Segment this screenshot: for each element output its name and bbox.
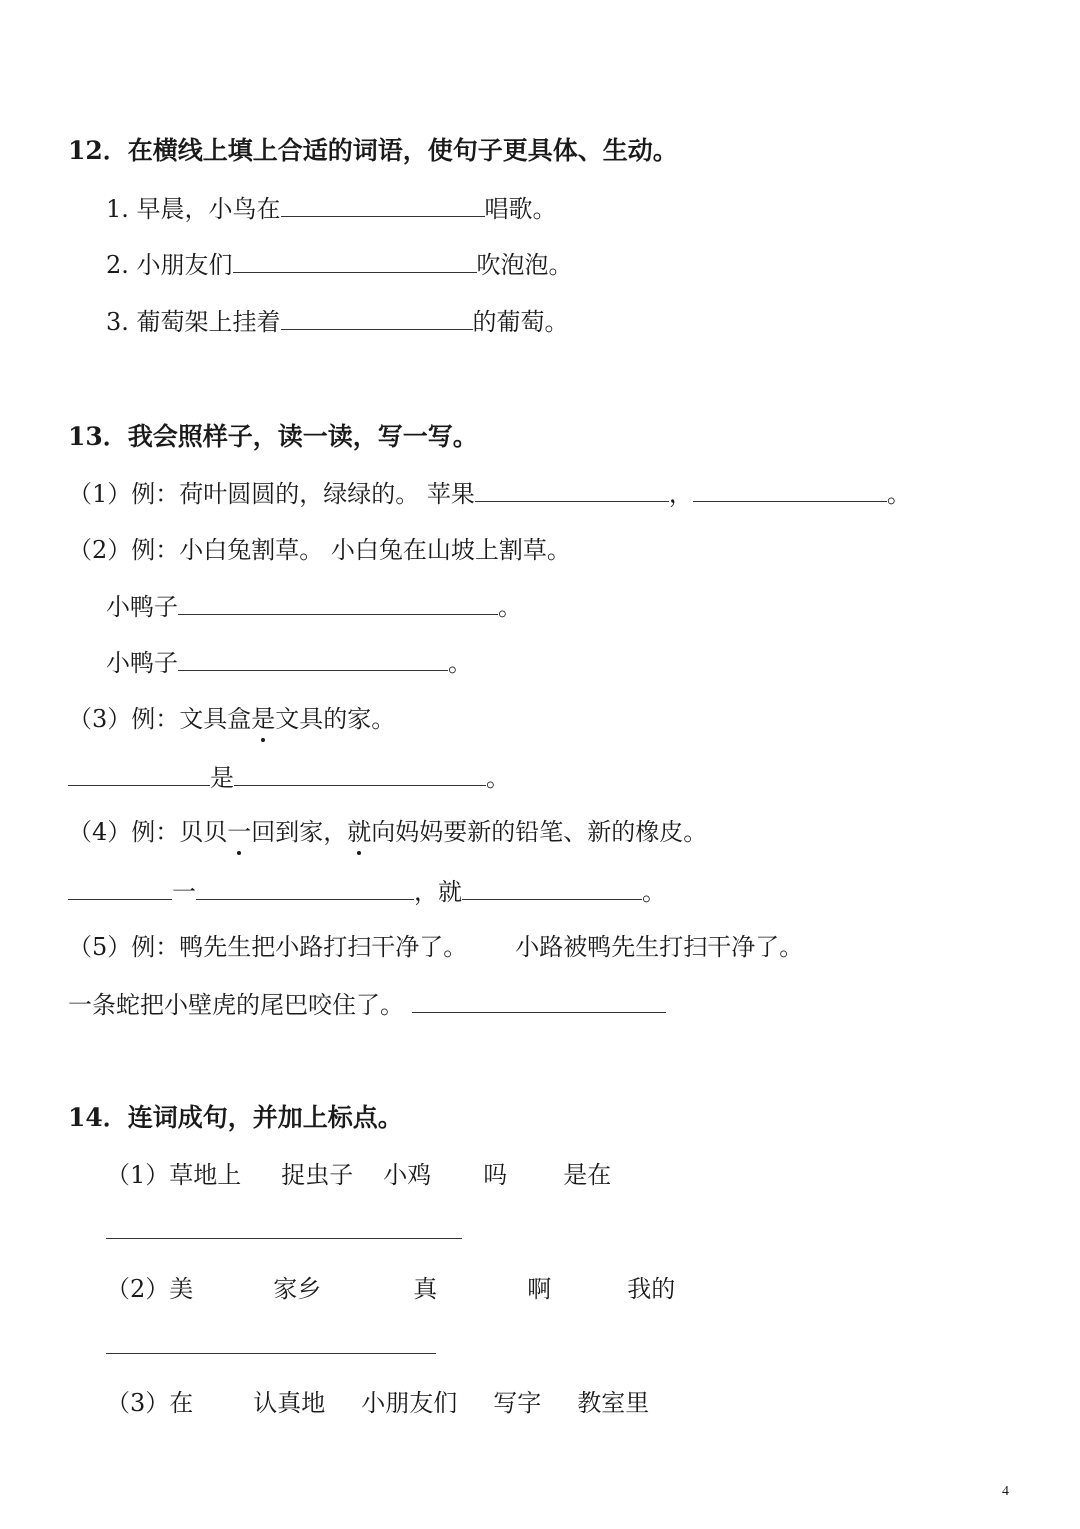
q13-p4-dotted-2: 就 [347,815,371,849]
q14-s1-word: 草地上 [169,1161,242,1189]
q12-item-3 [106,305,569,339]
q13-p4-blank-1[interactable] [68,879,172,900]
q13-p3-fill-end: 。 [486,764,510,792]
page-number: 4 [1002,1484,1009,1499]
q13-p4-blank-3[interactable] [462,879,642,900]
q13-p3-pre: （3）例：文具盒 [68,705,252,733]
q13-p5-example [68,930,803,964]
q14-s3-num: （3） [106,1389,170,1417]
q13-p5-task-text: 一条蛇把小壁虎的尾巴咬住了。 [68,991,404,1019]
q13-p3-fill [68,761,510,795]
q14-title: 14．连词成句，并加上标点。 [68,1103,403,1132]
q13-p1-blank-1[interactable] [475,481,669,502]
q13-p4-dotted-1: 一 [227,815,251,849]
q13-p4-fill-a: 一 [172,878,196,906]
q13-p3-dotted-word: 是 [251,702,275,736]
q13-p5-example-1: （5）例：鸭先生把小路打扫干净了。 [68,933,468,961]
q12-item-1-pre: 1. 早晨，小鸟在 [106,195,281,223]
q14-s1-word: 吗 [483,1161,508,1189]
q13-p4-pre: （4）例：贝贝 [68,818,228,846]
q13-part-1 [68,477,911,511]
q14-sentence-1-words [106,1158,611,1192]
q14-s3-word: 认真地 [253,1389,326,1417]
q13-p1-end: 。 [886,480,911,508]
q14-sentence-3-words [106,1386,649,1420]
q13-p1-text: （1）例：荷叶圆圆的，绿绿的。 苹果 [68,480,475,508]
q14-s3-word: 小朋友们 [361,1389,458,1417]
q12-item-2-pre: 2. 小朋友们 [106,251,233,279]
q13-p3-fill-mid: 是 [210,764,234,792]
q14-s3-word: 写字 [493,1389,542,1417]
q13-p2-end-1: 。 [498,593,522,621]
q13-p5-blank[interactable] [412,992,666,1013]
q12-title: 12．在横线上填上合适的词语，使句子更具体、生动。 [68,136,678,165]
q14-s2-word: 我的 [627,1275,676,1303]
q14-sentence-2-answer [106,1329,436,1363]
q14-s2-blank[interactable] [106,1333,436,1354]
q14-s2-word: 家乡 [273,1275,322,1303]
q14-sentence-1-answer [106,1214,462,1248]
q13-p4-example [68,815,707,849]
q13-p3-blank-1[interactable] [68,765,210,786]
q12-item-2 [106,248,573,282]
q13-p1-blank-2[interactable] [693,481,887,502]
q14-s2-num: （2） [106,1275,170,1303]
q14-s3-word: 在 [169,1389,194,1417]
q13-p5-task [68,988,666,1022]
q13-p2-line-1-label: 小鸭子 [106,593,178,621]
q13-p4-fill [68,875,666,909]
q13-p2-line-2 [106,646,472,680]
q13-title: 13．我会照样子，读一读，写一写。 [68,422,478,451]
q12-item-1-blank[interactable] [281,196,485,217]
q13-p4-blank-2[interactable] [196,879,414,900]
q14-s1-word: 是在 [563,1161,612,1189]
q14-s2-word: 美 [169,1275,194,1303]
q14-sentence-2-words [106,1272,675,1306]
q13-p3-example [68,702,395,736]
q13-p2-blank-2[interactable] [178,650,448,671]
q12-item-3-blank[interactable] [281,309,473,330]
q13-p2-blank-1[interactable] [178,594,498,615]
q13-p4-fill-end: 。 [642,878,666,906]
q14-s1-word: 捉虫子 [281,1161,354,1189]
q13-p2-end-2: 。 [448,649,472,677]
q14-s2-word: 啊 [527,1275,552,1303]
q14-s1-word: 小鸡 [383,1161,432,1189]
q12-item-2-post: 吹泡泡。 [476,251,573,279]
q13-p1-comma: ， [668,480,693,508]
q12-item-1 [106,192,557,226]
q14-s2-word: 真 [413,1275,438,1303]
q12-item-1-post: 唱歌。 [484,195,557,223]
q13-p4-fill-b: ，就 [414,878,462,906]
q13-p2-example: （2）例：小白兔割草。 小白兔在山坡上割草。 [68,536,571,564]
q13-p4-mid: 回到家， [251,818,348,846]
q14-s3-word: 教室里 [577,1389,650,1417]
q14-s1-num: （1） [106,1161,170,1189]
q12-item-2-blank[interactable] [233,252,477,273]
q14-s1-blank[interactable] [106,1218,462,1239]
q13-p2-line-2-label: 小鸭子 [106,649,178,677]
q12-item-3-post: 的葡萄。 [472,308,569,336]
q13-p2-line-1 [106,590,522,624]
q13-p3-blank-2[interactable] [234,765,486,786]
q13-p3-post: 文具的家。 [275,705,396,733]
q13-p5-example-2: 小路被鸭先生打扫干净了。 [515,933,804,961]
q13-p4-post: 向妈妈要新的铅笔、新的橡皮。 [371,818,708,846]
q12-item-3-pre: 3. 葡萄架上挂着 [106,308,281,336]
